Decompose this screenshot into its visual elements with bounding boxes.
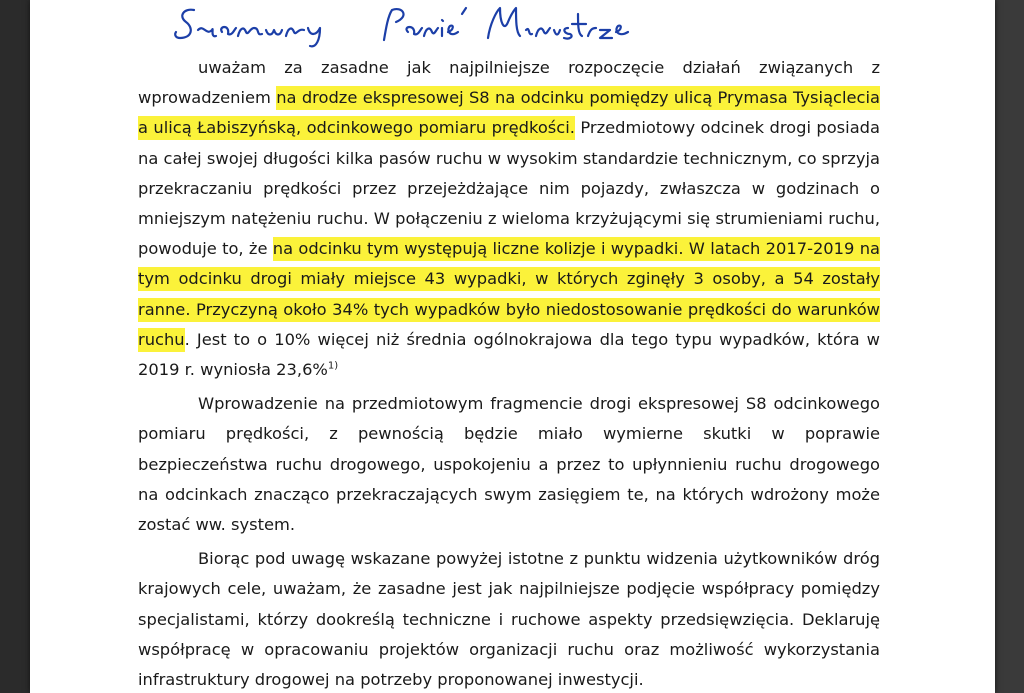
paragraph-1-highlight-1: na drodze ekspresowej S8 na odcinku pomiędzy ulicą Prymasa Tysiąclecia a ulicą Łabiszyńską, odcinkowego pomiaru prędkości. [138,86,880,140]
viewer-background-left [0,0,30,693]
footnote-reference: 1) [327,360,339,372]
paragraph-1-text-1: uważam za zasadne jak najpilniejsze rozpoczęcie działań związanych z wprowadzeniem [138,58,880,108]
handwritten-salutation [170,2,640,50]
paragraph-1 [138,53,880,385]
paragraph-1-text-2: Przedmiotowy odcinek drogi posiada na całej swojej długości kilka pasów ruchu w wysokim standardzie technicznym, co sprzyja przekraczaniu prędkości przez przejeżdżające nim pojazdy, zwłaszcza w godzinach o mniejszym natężeniu ruchu. W połączeniu z wieloma krzyżującymi się strumieniami ruchu, powoduje to, że [138,118,880,259]
paragraph-3 [138,544,880,693]
paragraph-3-text: Biorąc pod uwagę wskazane powyżej istotne z punktu widzenia użytkowników dróg krajowych cele, uważam, że zasadne jest jak najpilniejsze podjęcie współpracy pomiędzy specjalistami, którzy dookreślą techniczne i ruchowe aspekty przedsięwzięcia. Deklaruję współpracę w opracowaniu projektów organizacji ruchu oraz możliwość wykorzystania infrastruktury drogowej na potrzeby proponowanej inwestycji. [138,549,880,690]
viewer-background-right [995,0,1024,693]
paragraph-2 [138,389,880,540]
document-page [30,0,995,693]
letter-body [138,53,880,693]
paragraph-1-highlight-2: na odcinku tym występują liczne kolizje i wypadki. W latach 2017-2019 na tym odcinku drogi miały miejsce 43 wypadki, w których zginęły 3 osoby, a 54 zostały ranne. Przyczyną około 34% tych wypadków było niedostosowanie prędkości do warunków ruchu [138,237,880,352]
paragraph-1-text-3: . Jest to o 10% więcej niż średnia ogólnokrajowa dla tego typu wypadków, która w 2019 r. wyniosła 23,6% [138,329,880,380]
paragraph-2-text: Wprowadzenie na przedmiotowym fragmencie drogi ekspresowej S8 odcinkowego pomiaru prędkości, z pewnością będzie miało wymierne skutki w poprawie bezpieczeństwa ruchu drogowego, uspokojeniu a przez to upłynnieniu ruchu drogowego na odcinkach znacząco przekraczających swym zasięgiem te, na których wdrożony może zostać ww. system. [138,394,880,535]
